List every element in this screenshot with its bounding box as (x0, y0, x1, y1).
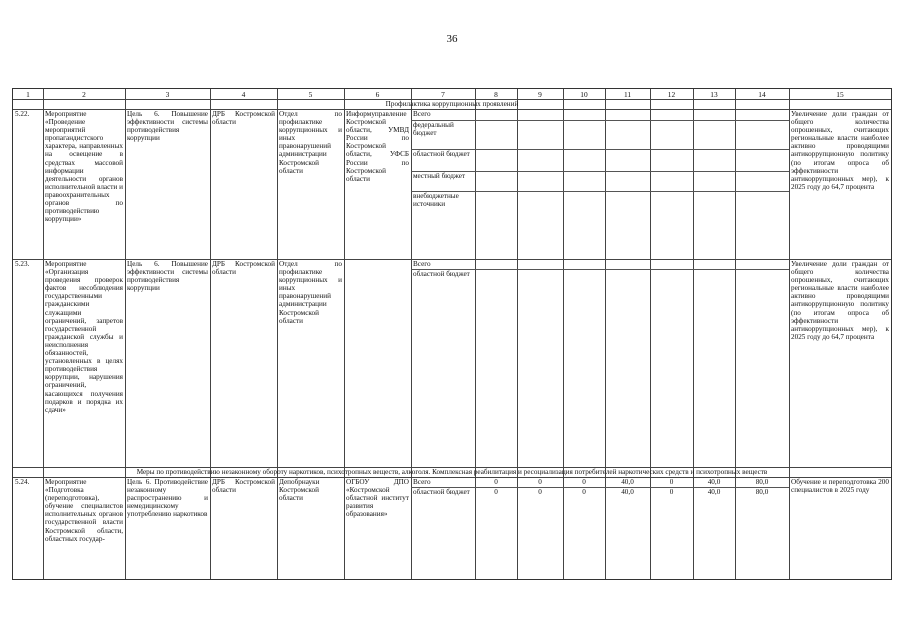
expected-result: Обучение и переподготовка 200 специалистов в 2025 году (791, 478, 889, 495)
page-number: 36 (446, 33, 458, 45)
funding-source: Всего (413, 260, 431, 268)
executor: ДРБ Костромской области (212, 478, 275, 495)
expected-result: Увеличение доли граждан от общего количества опрошенных, считающих региональные власти наиболее активно проводящими антикоррупционную политику (по итогам опроса об эффективности антикоррупционных мер), к 2025 году до 64,7 процента (791, 110, 889, 191)
column-header: 11 (623, 90, 632, 99)
column-header: 7 (441, 90, 445, 99)
funding-source: федеральный бюджет (413, 121, 454, 138)
column-header: 3 (165, 90, 170, 99)
column-header: 4 (241, 90, 246, 99)
section-title: Профилактика коррупционных проявлений (385, 100, 519, 108)
column-header: 14 (758, 90, 766, 99)
responsible: Депобрнауки Костромской области (279, 478, 320, 503)
funding-source: местный бюджет (413, 172, 466, 180)
co-executors: ОГБОУ ДПО «Костромской областной институт развития образования» (346, 478, 409, 519)
executor: ДРБ Костромской области (212, 260, 275, 277)
funding-source: областной бюджет (413, 488, 470, 496)
responsible: Отдел по профилактике коррупционных и иных правонарушений администрации Костромской области (279, 110, 342, 175)
value-cell: 0 (582, 478, 586, 486)
column-header: 6 (375, 90, 380, 99)
column-header: 10 (580, 90, 588, 99)
column-header: 5 (308, 90, 313, 99)
column-header: 8 (494, 90, 498, 99)
section-title: Меры по противодействию незаконному обороту наркотиков, психотропных веществ, алкоголя. Комплексная реабилитация и ресоциализация потребителей наркотических средств и психотропных веществ (136, 468, 768, 476)
column-header: 15 (836, 90, 844, 99)
value-cell: 0 (582, 488, 586, 496)
event-name: Мероприятие «Проведение мероприятий пропагандистского характера, направленных на освещение в средствах массовой информации деятельности органов исполнительной власти и правоохранительных органов по противодействию коррупции» (45, 110, 123, 224)
value-cell: 0 (669, 478, 674, 486)
funding-source: внебюджетные источники (413, 192, 459, 209)
value-cell: 80,0 (755, 488, 769, 496)
goal: Цель 6. Повышение эффективности системы противодействия коррупции (127, 110, 208, 143)
value-cell: 40,0 (621, 478, 634, 486)
column-header: 9 (538, 90, 542, 99)
value-cell: 40,0 (707, 488, 721, 496)
executor: ДРБ Костромской области (212, 110, 275, 127)
goal: Цель 6. Повышение эффективности системы противодействия коррупции (127, 260, 208, 293)
value-cell: 80,0 (755, 478, 769, 486)
value-cell: 0 (538, 478, 542, 486)
expected-result: Увеличение доли граждан от общего количества опрошенных, считающих региональные власти наиболее активно проводящими антикоррупционную политику (по итогам опроса об эффективности антикоррупционных мер), к 2025 году до 64,7 процента (791, 260, 889, 341)
row-number: 5.23. (15, 260, 30, 268)
column-header: 13 (710, 90, 718, 99)
value-cell: 0 (538, 488, 542, 496)
row-number: 5.24. (15, 478, 30, 486)
funding-source: областной бюджет (413, 150, 470, 158)
funding-source: Всего (413, 478, 431, 486)
value-cell: 0 (494, 488, 498, 496)
co-executors: Информуправление Костромской области, УМВД России по Костромской области, УФСБ России по Костромской области (346, 110, 409, 183)
event-name: Мероприятие «Организация проведения проверок фактов несоблюдения государственными гражданскими служащими ограничений, запретов государственной гражданской службы и неисполнения обязанностей, установленных в целях противодействия коррупции, нарушения ограничений, касающихся получения подарков и порядка их сдачи» (45, 260, 123, 414)
responsible: Отдел по профилактике коррупционных и иных правонарушений администрации Костромской области (279, 260, 342, 325)
value-cell: 40,0 (621, 488, 634, 496)
column-header: 2 (82, 90, 86, 99)
value-cell: 0 (494, 478, 498, 486)
column-header: 12 (667, 90, 676, 99)
row-number: 5.22. (15, 110, 30, 118)
column-header: 1 (26, 90, 30, 99)
event-name: Мероприятие «Подготовка (переподготовка), обучение специалистов исполнительных органов государственной власти Костромской области, областных государ- (45, 478, 123, 543)
value-cell: 40,0 (707, 478, 721, 486)
funding-source: областной бюджет (413, 270, 470, 278)
funding-source: Всего (413, 110, 431, 118)
value-cell: 0 (669, 488, 674, 496)
goal: Цель 6. Противодействие незаконному распространению и немедицинскому употреблению наркотиков (127, 478, 208, 519)
program-table (12, 88, 892, 580)
